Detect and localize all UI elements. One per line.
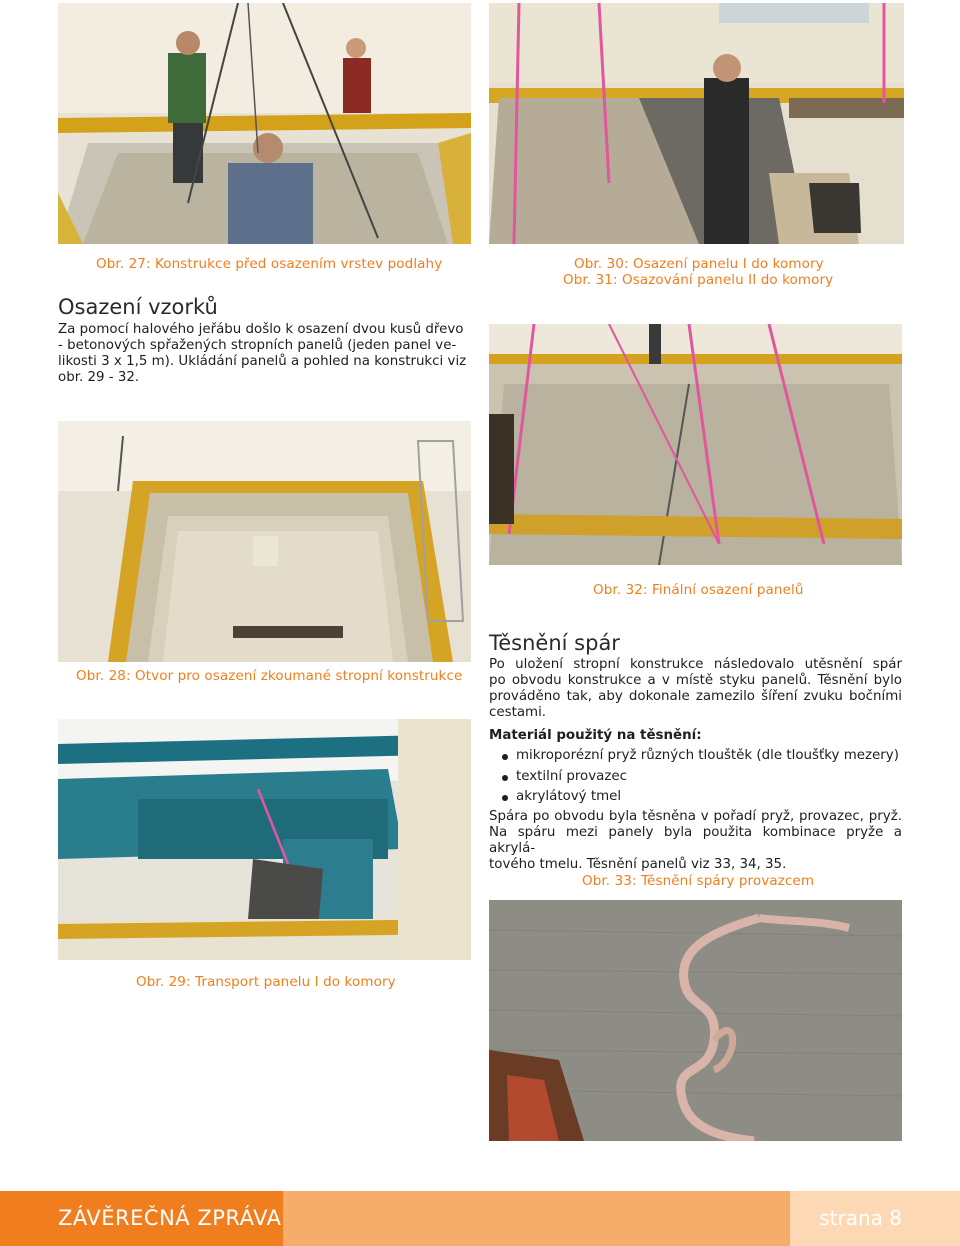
text-line: tového tmelu. Těsnění panelů viz 33, 34, 35. bbox=[489, 857, 787, 872]
caption-fig28: Obr. 28: Otvor pro osazení zkoumané stropní konstrukce bbox=[76, 668, 463, 684]
caption-fig33: Obr. 33: Těsnění spáry provazcem bbox=[582, 873, 815, 889]
text-line: Spára po obvodu byla těsněna v pořadí pryž, provazec, pryž. bbox=[489, 809, 902, 824]
text-line: - betonových spřažených stropních panelů (jeden panel ve- bbox=[58, 338, 457, 353]
caption-fig29: Obr. 29: Transport panelu I do komory bbox=[136, 974, 396, 990]
list-item: textilní provazec bbox=[489, 769, 899, 790]
text-line: po obvodu konstrukce a v místě styku panelů. Těsnění bylo bbox=[489, 673, 902, 688]
text-line: likosti 3 x 1,5 m). Ukládání panelů a pohled na konstrukci viz bbox=[58, 354, 467, 369]
footer-title: ZÁVĚREČNÁ ZPRÁVA bbox=[58, 1206, 282, 1230]
section-title-osazeni: Osazení vzorků bbox=[58, 295, 218, 319]
paragraph-tesneni-intro bbox=[489, 657, 902, 721]
text-line: Za pomocí halového jeřábu došlo k osazení dvou kusů dřevo bbox=[58, 322, 464, 337]
page-footer bbox=[0, 1191, 960, 1246]
list-item: mikroporézní pryž různých tlouštěk (dle tloušťky mezery) bbox=[489, 748, 899, 769]
paragraph-tesneni-closing bbox=[489, 809, 902, 873]
caption-fig30: Obr. 30: Osazení panelu I do komory bbox=[574, 256, 824, 272]
text-line: prováděno tak, aby dokonale zamezilo šíření zvuku bočními bbox=[489, 689, 902, 704]
text-line: Po uložení stropní konstrukce následovalo utěsnění spár bbox=[489, 657, 902, 672]
photo-fig27 bbox=[58, 3, 471, 244]
material-list bbox=[489, 748, 899, 810]
photo-fig32 bbox=[489, 324, 902, 565]
photo-fig33 bbox=[489, 900, 902, 1141]
text-line: Na spáru mezi panely byla použita kombinace pryže a akrylá- bbox=[489, 825, 902, 856]
page-number: strana 8 bbox=[819, 1206, 902, 1230]
section-title-tesneni: Těsnění spár bbox=[489, 631, 620, 655]
caption-fig31: Obr. 31: Osazování panelu II do komory bbox=[563, 272, 834, 288]
photo-fig30 bbox=[489, 3, 904, 244]
text-line: cestami. bbox=[489, 705, 547, 720]
footer-band-mid bbox=[283, 1191, 790, 1246]
caption-fig27: Obr. 27: Konstrukce před osazením vrstev podlahy bbox=[96, 256, 443, 272]
text-line: obr. 29 - 32. bbox=[58, 370, 140, 385]
material-heading: Materiál použitý na těsnění: bbox=[489, 728, 702, 743]
list-item: akrylátový tmel bbox=[489, 789, 899, 810]
photo-fig28 bbox=[58, 421, 471, 662]
caption-fig32: Obr. 32: Finální osazení panelů bbox=[593, 582, 804, 598]
paragraph-osazeni bbox=[58, 322, 471, 386]
photo-fig29 bbox=[58, 719, 471, 960]
